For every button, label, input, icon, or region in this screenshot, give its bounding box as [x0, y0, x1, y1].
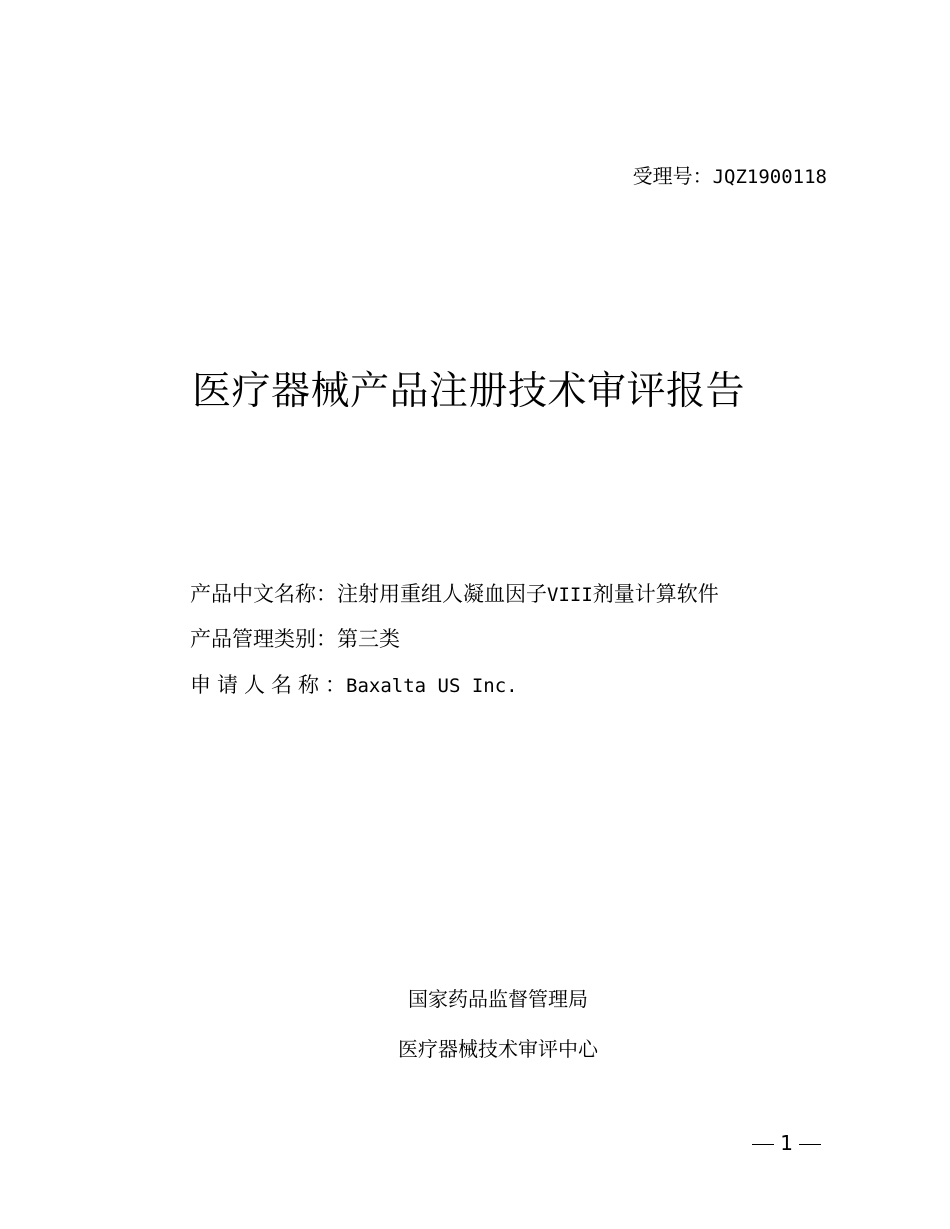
- org-line-cmde: 医疗器械技术审评中心: [398, 1037, 598, 1061]
- page-number-dash-left: [752, 1144, 774, 1145]
- acceptance-number: [633, 163, 827, 190]
- applicant-label: 申请人名称: [190, 673, 325, 697]
- page-title: 医疗器械产品注册技术审评报告: [192, 369, 746, 414]
- acceptance-value: JQZ1900118: [712, 166, 827, 188]
- product-name-value-cn: 注射用重组人凝血因子: [337, 582, 547, 606]
- page-number: [746, 1130, 827, 1156]
- acceptance-label: 受理号：: [632, 164, 713, 188]
- product-name-value-roman: VIII: [547, 584, 593, 606]
- page-number-dash-right: [799, 1144, 821, 1145]
- applicant-colon: ：: [325, 673, 346, 697]
- product-name-value-suffix: 剂量计算软件: [592, 582, 719, 606]
- page-number-value: 1: [780, 1131, 793, 1155]
- org-line-nmpa: 国家药品监督管理局: [408, 987, 588, 1011]
- category-row: [190, 625, 400, 653]
- applicant-value: Baxalta US Inc.: [346, 675, 518, 697]
- product-name-row: [190, 580, 719, 609]
- product-name-label: 产品中文名称：: [190, 582, 337, 606]
- category-label: 产品管理类别：: [190, 627, 337, 651]
- category-value: 第三类: [337, 627, 400, 651]
- applicant-row: [190, 671, 518, 700]
